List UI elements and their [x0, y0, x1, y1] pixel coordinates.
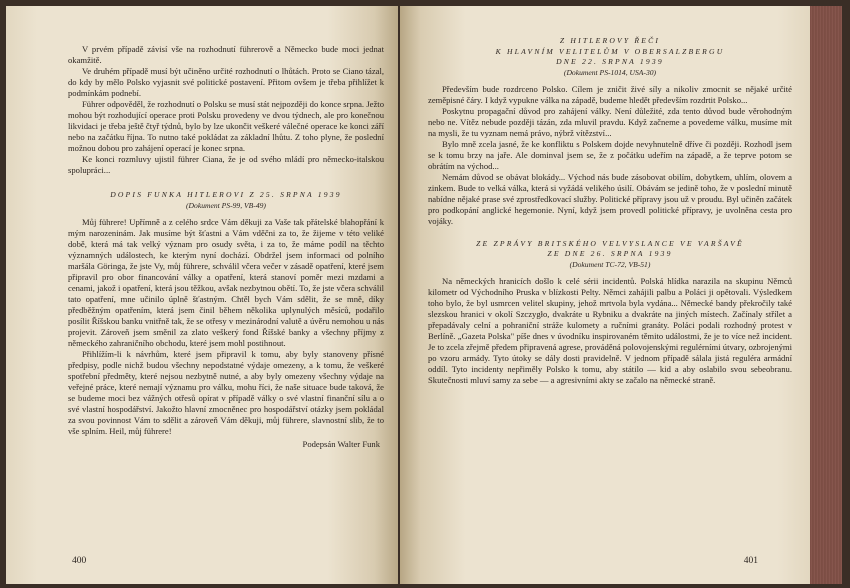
paragraph: Führer odpověděl, že rozhodnutí o Polsku se musí stát nejpozději do konce srpna. Ježto mohou být rozhodující operace proti Polsku provedeny ve dvou týdnech, ale pro konečnou likvidaci je třeba ještě čtyř týdnů, bylo by lze ukončit veškeré válečné operace ke konci září nebo na začátku října. To nutno také pokládat za základní lhůtu. Z toho plyne, že poslední možnou dobou pro zahájení operací je konec srpna. — [68, 99, 384, 153]
paragraph: V prvém případě závisí vše na rozhodnutí führerově a Německo bude moci jednat okamžitě. — [68, 44, 384, 65]
document-source: (Dokument PS-1014, USA-30) — [563, 67, 657, 77]
section-heading: ZE DNE 26. SRPNA 1939 — [547, 249, 673, 258]
paragraph: Především bude rozdrceno Polsko. Cílem je zničit živé síly a nikoliv zmocnit se nějaké určité zeměpisné čáry. I když vypukne válka na západě, budeme hledět především rozdrtit Polsko... — [428, 83, 792, 105]
paragraph: Přihlížím-li k návrhům, které jsem připravil k tomu, aby byly stanoveny přísné předpisy, podle nichž budou všechny nepodstatné výdaje omezeny, a k tomu, že veškeré spotřební předměty, které nejsou nezbytně nutné, a aby byly omezeny všechny výdaje na veřejné práce, které nemají významu pro válku, mohu říci, že naše situace bude taková, že se budeme moci bez vážných otřesů opírat v případě války o své vlastní finanční sílu a o své vlastní hospodářství. Jakožto hlavní zmocněnec pro hospodářství otázky jsem pokládal za svou povinnost Vám to sdělit a zároveň Vám děkuji, můj führere, slavnostní slib, že to vše splním. Heil, můj führere! — [68, 348, 384, 436]
section-heading: DOPIS FUNKA HITLEROVI Z 25. SRPNA 1939 — [110, 190, 342, 199]
section-heading: K HLAVNÍM VELITELŮM V OBERSALZBERGU — [495, 46, 725, 56]
paragraph: Bylo mně zcela jasné, že ke konfliktu s Polskem dojde nevyhnutelně dříve či později. Rozhodl jsem se k tomu brzy na jaře. Ale dominval jsem se, že z počátku udeřím na západě, a že teprve potom se obrátím na východ... — [428, 138, 792, 171]
document-source: (Dokument PS-99, VB-49) — [186, 200, 266, 210]
section-heading: ZE ZPRÁVY BRITSKÉHO VELVYSLANCE VE VARŠAVĚ — [476, 238, 744, 248]
section-heading: DNE 22. SRPNA 1939 — [556, 57, 664, 66]
paragraph: Poskytnu propagační důvod pro zahájení války. Není důležité, zda tento důvod bude věrohodným nebo ne. Vítěz nebude později tázán, zda mluvil pravdu. Když začneme a povedeme válku, musíme mít na mysli, že tu vyznam nemá právo, nýbrž vítězství... — [428, 105, 792, 138]
paragraph: Ke konci rozmluvy ujistil führer Ciana, že je od svého mládí pro německo-italskou spolupráci... — [68, 154, 384, 175]
document-source: (Dokument TC-72, VB-51) — [569, 259, 651, 269]
book-spread — [6, 6, 842, 584]
paragraph: Nemám důvod se obávat blokády... Východ nás bude zásobovat obilím, dobytkem, uhlím, olovem a zinkem. Bude to velká válka, která si vyžádá velikého úsilí. Obávám se jedině toho, že v poslední minutě nabídne nějaké prase své zprostředkovací služby. Politické přípravy jsou už v proudu. Byl učiněn začátek pro podkopání anglické hegemonie. Nyní, když jsem provedl politické přípravy, je uvolněna cesta pro vojáky. — [428, 171, 792, 226]
paragraph: Na německých hranicích došlo k celé sérii incidentů. Polská hlídka narazila na skupinu Němců kilometr od Východního Pruska v blízkosti Pelty. Němci zahájili palbu a Poláci ji opětovali. Výsledkem toho bylo, že byl usmrcen velitel skupiny, jehož mrtvola byla vydána... Německé bandy překročily také slezskou hranici v okolí Szczygło, dvakráte u Rybniku a dvakráte na jiných místech. Začínaly střílet a přepadávaly celní a pohraniční stráže kulomety a ručními granáty. Poláci podali rozhodný protest v Berlíně. „Gazeta Polska" píše dnes v úvodníku inspirovaném těmito událostmi, že je to více než incident. Je to zcela zřejmě předem připravená agrese, prováděná polovojenskými regulérními útvary, ozbrojenými po vzoru armády. Tyto útoky se dály dosti pravidelně. V jednom případě sálala jistá reguléra armádní oddíl. Tyto incidenty nepřiměly Polsko k tomu, aby státilo — kid a aby oslabilo svou sebeobranu. Skutečnosti mluví samy za sebe — a agresivními akty se začalo na německé straně. — [428, 275, 792, 385]
page-number: 401 — [743, 556, 758, 566]
left-page — [6, 6, 398, 584]
signature: Podepsán Walter Funk — [302, 438, 380, 449]
page-number: 400 — [72, 556, 87, 566]
right-page — [400, 6, 810, 584]
paragraph: Můj führere! Upřímně a z celého srdce Vám děkuji za Vaše tak přátelské blahopřání k mým narozeninám. Jak musíme být šťastni a Vám vděčni za to, že žijeme v této veliké době, která má tak velký význam pro osudy světa, i za to, že máme podíl na těchto významných událostech, ke kterým nyní dochází. Obdržel jsem informaci od polního maršála Göringa, že jste Vy, můj führere, schválil včera večer v zásadě opatření, které jsem připravil pro obor financování války a opatření, která stanoví poměr mezi mzdami a cenami, jakož i opatření, která jsou těžkou, avšak nezbytnou obětí. To, že jste včera schválil tato opatření, mne učinilo úplně šťastným. Chtěl bych Vám sdělit, že se mně, díky předběžným opatřením, která jsem činil během několika uplynulých měsíců, podařilo posílit Říšskou banku vnitřně tak, že se otřesy v mezinárodní valutě a úvěru nemohou u nás projevit. Zároveň jsem směnil za zlato veškerý fond Říšské banky a všechny příjmy z německého zahraničního obchodu, které jsem mohl postihnout. — [68, 216, 384, 348]
paragraph: Ve druhém případě musí být učiněno určité rozhodnutí o lhůtách. Proto se Ciano tázal, do kdy by mělo Polsko vyjasnit své politické postavení. Přitom ovšem je třeba přihlížet k podmínkám podnebí. — [68, 66, 384, 98]
section-heading: Z HITLEROVY ŘEČI — [559, 36, 661, 45]
book-page-edge — [810, 6, 842, 584]
